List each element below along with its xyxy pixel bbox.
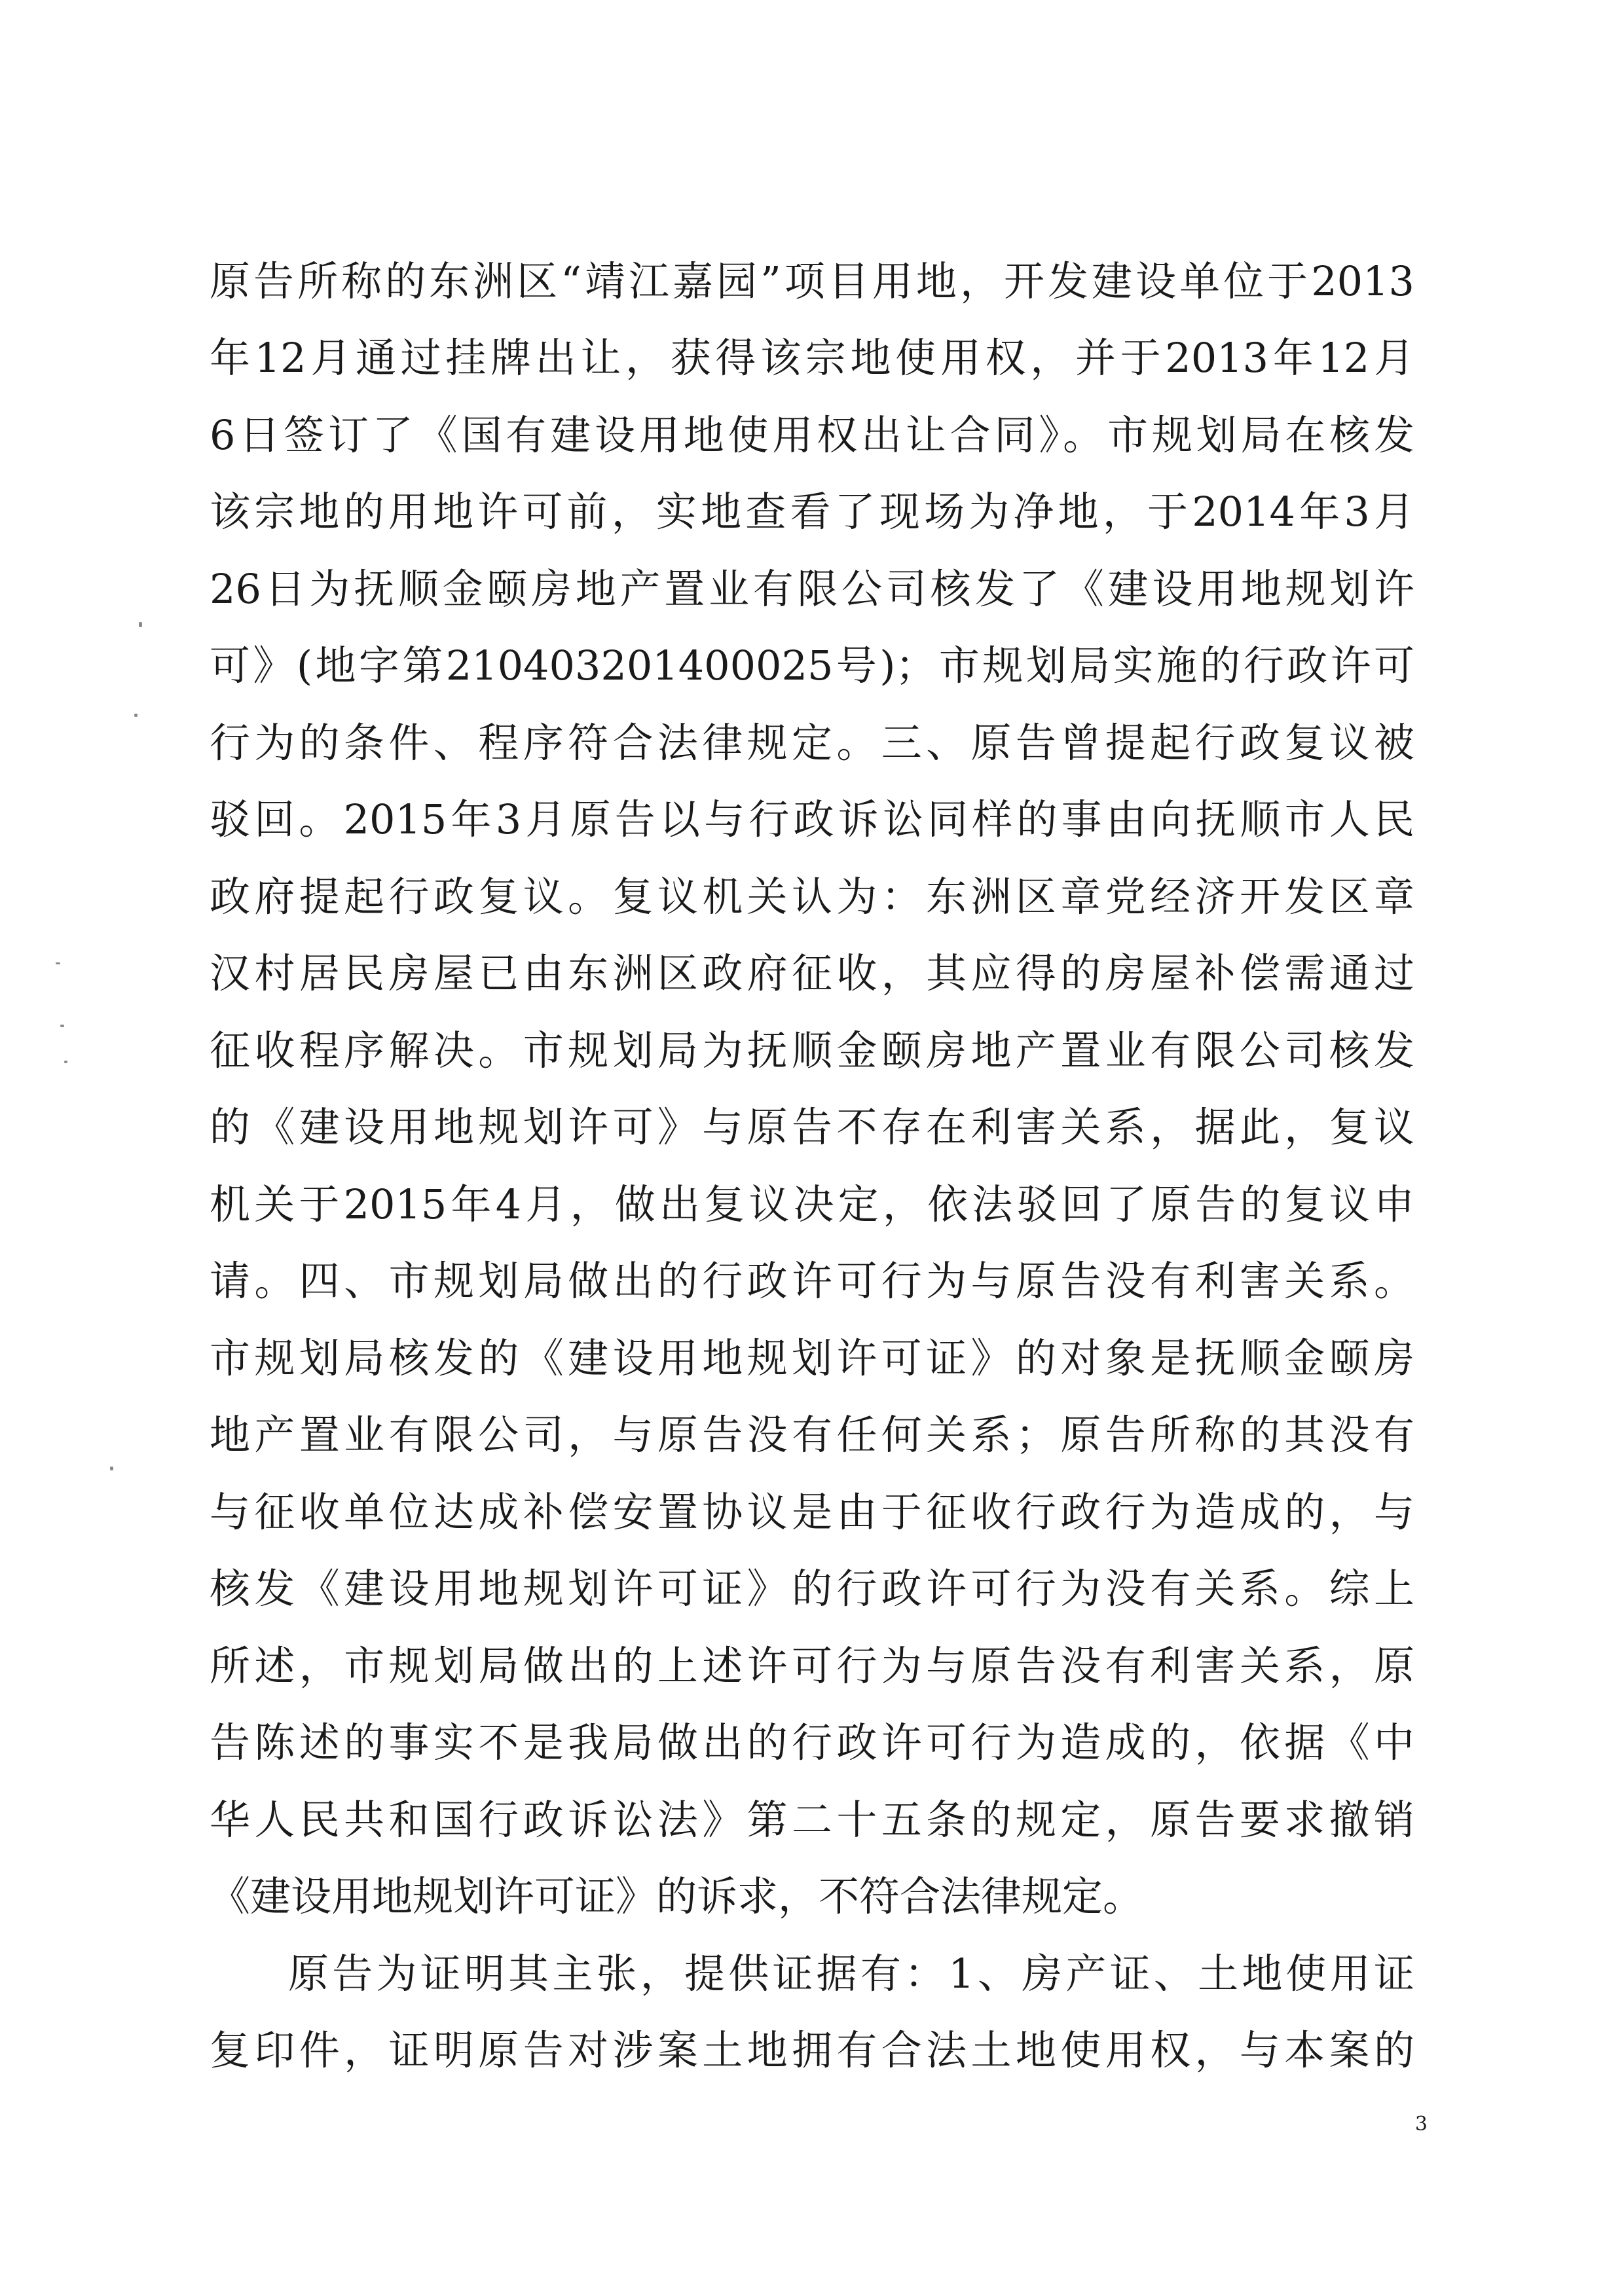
text-line: 行为的条件、程序符合法律规定。三、原告曾提起行政复议被	[210, 719, 1414, 767]
text-line: 征收程序解决。市规划局为抚顺金颐房地产置业有限公司核发	[210, 1027, 1414, 1074]
page-number: 3	[1414, 2113, 1428, 2136]
text-line: 与征收单位达成补偿安置协议是由于征收行政行为造成的，与	[210, 1488, 1414, 1536]
text-line: 年12月通过挂牌出让，获得该宗地使用权，并于2013年12月	[210, 334, 1414, 382]
text-line: 6日签订了《国有建设用地使用权出让合同》。市规划局在核发	[210, 411, 1414, 459]
scan-speck	[60, 1025, 64, 1027]
text-line: 请。四、市规划局做出的行政许可行为与原告没有利害关系。	[210, 1257, 1414, 1305]
text-line: 复印件，证明原告对涉案土地拥有合法土地使用权，与本案的	[210, 2026, 1414, 2074]
text-line: 华人民共和国行政诉讼法》第二十五条的规定，原告要求撤销	[210, 1796, 1414, 1844]
text-line: 26日为抚顺金颐房地产置业有限公司核发了《建设用地规划许	[210, 565, 1414, 613]
scan-speck	[64, 1061, 67, 1063]
scan-speck	[134, 714, 138, 717]
scan-speck	[110, 1467, 113, 1470]
scan-speck	[56, 962, 60, 964]
text-line: 市规划局核发的《建设用地规划许可证》的对象是抚顺金颐房	[210, 1334, 1414, 1382]
text-line: 核发《建设用地规划许可证》的行政许可行为没有关系。综上	[210, 1565, 1414, 1613]
text-line: 政府提起行政复议。复议机关认为：东洲区章党经济开发区章	[210, 873, 1414, 920]
text-line: 可》(地字第210403201400025号)；市规划局实施的行政许可	[210, 642, 1414, 689]
text-line: 机关于2015年4月，做出复议决定，依法驳回了原告的复议申	[210, 1180, 1414, 1228]
text-line: 《建设用地规划许可证》的诉求，不符合法律规定。	[210, 1872, 1144, 1920]
scan-speck	[139, 622, 142, 627]
text-line: 的《建设用地规划许可》与原告不存在利害关系，据此，复议	[210, 1103, 1414, 1151]
text-line: 原告所称的东洲区“靖江嘉园”项目用地，开发建设单位于2013	[210, 257, 1414, 305]
text-line: 该宗地的用地许可前，实地查看了现场为净地，于2014年3月	[210, 488, 1414, 536]
text-line: 地产置业有限公司，与原告没有任何关系；原告所称的其没有	[210, 1411, 1414, 1459]
text-line: 所述，市规划局做出的上述许可行为与原告没有利害关系，原	[210, 1642, 1414, 1690]
paragraph-first-line: 原告为证明其主张，提供证据有：1、房产证、土地使用证	[288, 1950, 1414, 1997]
text-line: 驳回。2015年3月原告以与行政诉讼同样的事由向抚顺市人民	[210, 795, 1414, 843]
text-line: 告陈述的事实不是我局做出的行政许可行为造成的，依据《中	[210, 1719, 1414, 1766]
text-line: 汉村居民房屋已由东洲区政府征收，其应得的房屋补偿需通过	[210, 949, 1414, 997]
